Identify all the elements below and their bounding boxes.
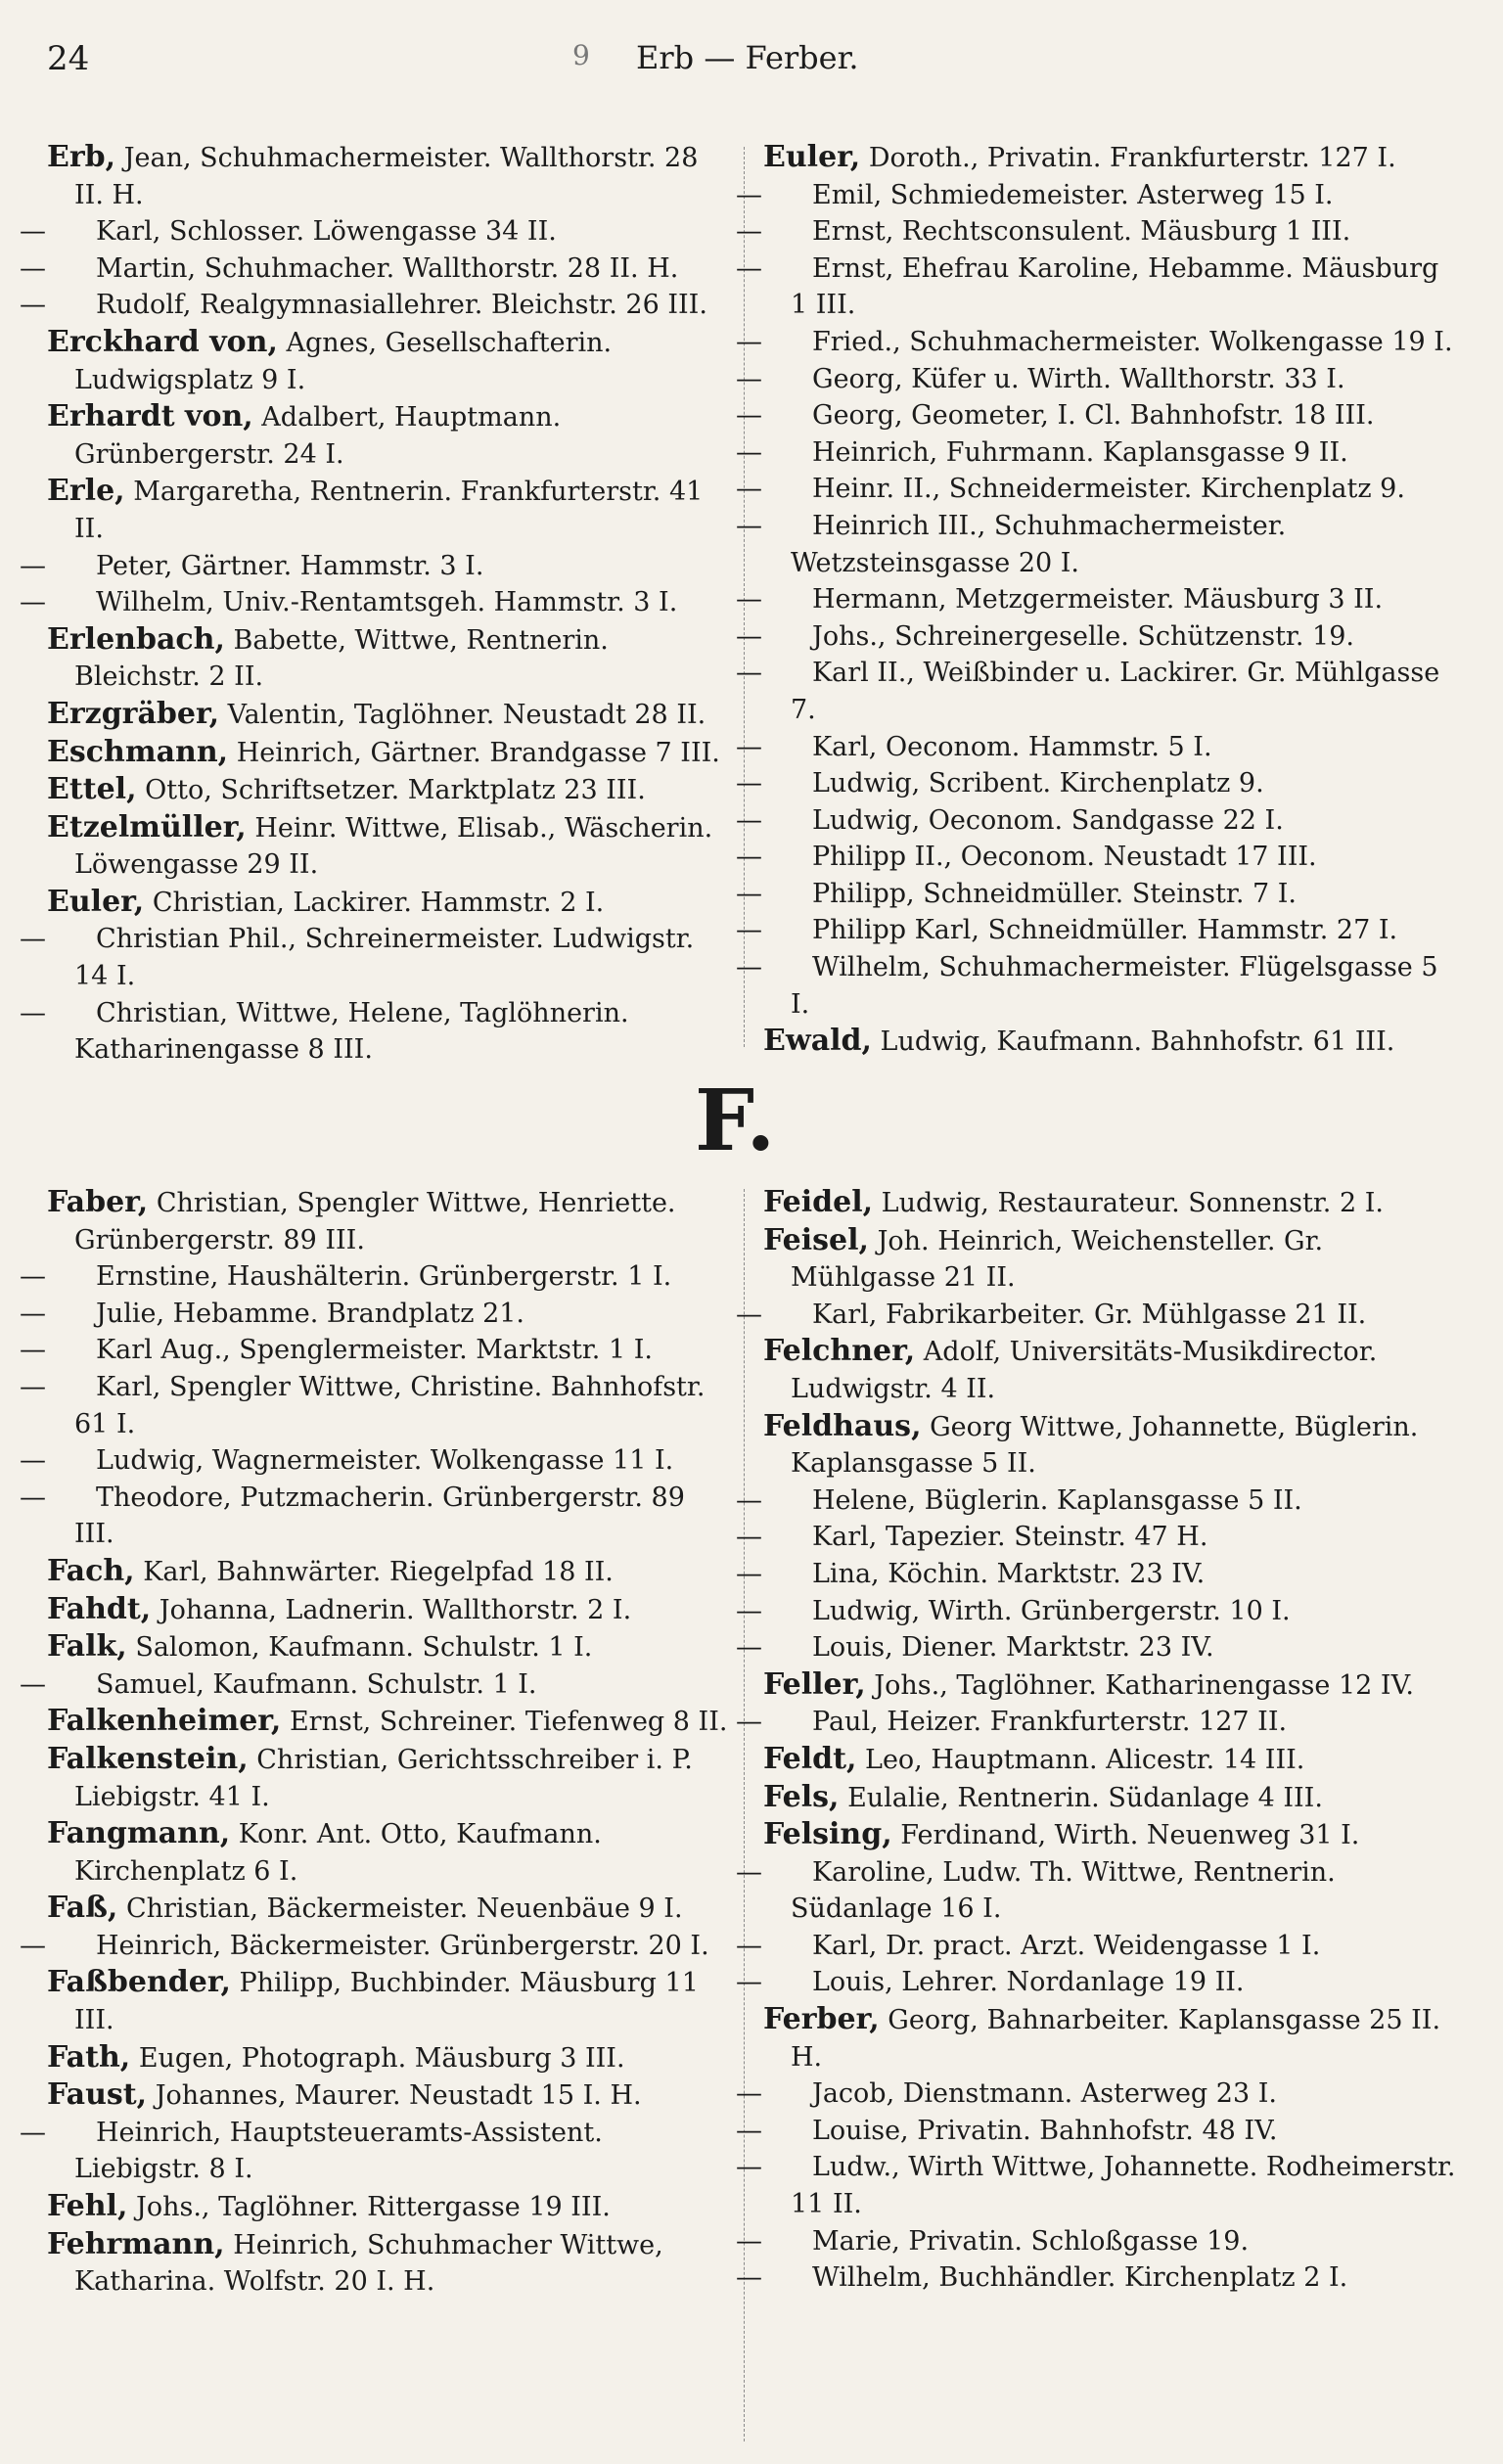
directory-entry [47, 2039, 732, 2077]
entry-surname: Erlenbach, [47, 621, 225, 657]
ditto-dash: — [736, 1484, 762, 1516]
entry-surname: Fehl, [47, 2189, 128, 2224]
entry-details: Joh. Heinrich, Weichensteller. Gr. Mühlgasse 21 II. [791, 1225, 1324, 1294]
ditto-dash: — [736, 1522, 762, 1553]
entry-details: Heinrich, Bäckermeister. Grünbergerstr. 20 I. [96, 1930, 709, 1961]
entry-details: Paul, Heizer. Frankfurterstr. 127 II. [812, 1707, 1288, 1738]
directory-entry [47, 1628, 732, 1666]
directory-entry [47, 1591, 732, 1629]
ditto-dash: — [736, 2262, 762, 2294]
directory-entry [736, 2223, 1458, 2260]
directory-entry [736, 655, 1458, 728]
directory-entry [20, 1666, 732, 1704]
entry-surname: Feldt, [763, 1741, 857, 1776]
ditto-dash: — [736, 252, 762, 284]
directory-entry [20, 1258, 732, 1296]
entry-surname: Fangmann, [47, 1816, 231, 1851]
ditto-dash: — [20, 587, 46, 618]
ditto-dash: — [736, 1632, 762, 1664]
entry-details: Wilhelm, Schuhmachermeister. Flügelsgasse 5 I. [791, 952, 1438, 1020]
ditto-dash: — [736, 1856, 762, 1888]
ditto-dash: — [20, 1298, 46, 1329]
entry-surname: Erb, [47, 140, 116, 174]
ditto-dash: — [736, 179, 762, 210]
directory-entry [20, 1928, 732, 1965]
ditto-dash: — [736, 436, 762, 468]
entry-details: Adolf, Universitäts-Musikdirector. Ludwigstr. 4 II. [791, 1337, 1378, 1404]
entry-surname: Falkenheimer, [47, 1704, 282, 1739]
directory-entry [47, 2226, 732, 2301]
directory-entry [47, 1703, 732, 1741]
entry-surname: Fath, [47, 2039, 131, 2075]
entry-details: Louis, Lehrer. Nordanlage 19 II. [812, 1967, 1245, 1998]
entry-details: Jacob, Dienstmann. Asterweg 23 I. [812, 2078, 1277, 2110]
entry-details: Babette, Wittwe, Rentnerin. Bleichstr. 2 II. [74, 624, 609, 693]
entry-details: Georg, Bahnarbeiter. Kaplansgasse 25 II. H. [791, 2005, 1441, 2073]
entry-details: Christian, Lackirer. Hammstr. 2 I. [152, 887, 605, 918]
entry-details: Ernstine, Haushälterin. Grünbergerstr. 1 I. [96, 1261, 672, 1293]
ditto-dash: — [20, 924, 46, 955]
directory-entry [20, 1369, 732, 1442]
ditto-dash: — [736, 584, 762, 616]
entry-details: Eulalie, Rentnerin. Südanlage 4 III. [847, 1782, 1323, 1813]
entry-surname: Falk, [47, 1629, 127, 1665]
directory-entry [20, 548, 732, 585]
entry-details: Marie, Privatin. Schloßgasse 19. [812, 2225, 1250, 2257]
directory-entry [736, 729, 1458, 766]
entry-details: Johs., Taglöhner. Katharinengasse 12 IV. [874, 1669, 1414, 1701]
directory-entry [736, 802, 1458, 840]
entry-details: Christian, Bäckermeister. Neuenbäue 9 I. [125, 1894, 683, 1925]
ditto-dash: — [736, 510, 762, 541]
entry-surname: Eschmann, [47, 734, 229, 769]
entry-details: Georg Wittwe, Johannette, Büglerin. Kaplansgasse 5 II. [791, 1411, 1419, 1480]
ditto-dash: — [736, 731, 762, 762]
directory-entry [20, 1442, 732, 1480]
directory-entry [763, 1741, 1458, 1779]
entry-details: Karl, Schlosser. Löwengasse 34 II. [96, 216, 557, 248]
entry-details: Samuel, Kaufmann. Schulstr. 1 I. [96, 1668, 537, 1700]
entry-surname: Fach, [47, 1553, 135, 1588]
entry-details: Ludwig, Oeconom. Sandgasse 22 I. [812, 804, 1284, 836]
entry-surname: Erzgräber, [47, 696, 220, 731]
directory-entry [736, 1629, 1458, 1666]
entry-details: Christian Phil., Schreinermeister. Ludwigstr. 14 I. [74, 924, 695, 992]
entry-details: Johs., Taglöhner. Rittergasse 19 III. [136, 2192, 611, 2223]
entry-surname: Euler, [47, 884, 145, 919]
ditto-dash: — [736, 1967, 762, 1998]
entry-details: Georg, Geometer, I. Cl. Bahnhofstr. 18 III. [812, 400, 1375, 432]
ditto-dash: — [736, 915, 762, 946]
entry-details: Konr. Ant. Otto, Kaufmann. Kirchenplatz 6 I. [74, 1819, 602, 1887]
directory-entry [736, 765, 1458, 802]
ditto-dash: — [736, 216, 762, 248]
directory-entry [736, 1704, 1458, 1741]
entry-details: Eugen, Photograph. Mäusburg 3 III. [138, 2042, 625, 2074]
ditto-dash: — [736, 658, 762, 689]
entry-surname: Faust, [47, 2077, 148, 2113]
directory-entry [736, 1593, 1458, 1630]
entry-details: Christian, Wittwe, Helene, Taglöhnerin. Katharinengasse 8 III. [74, 997, 629, 1066]
directory-entry [736, 2259, 1458, 2297]
entry-details: Adalbert, Hauptmann. Grünbergerstr. 24 I. [74, 402, 562, 470]
entry-surname: Fels, [763, 1779, 840, 1814]
entry-details: Emil, Schmiedemeister. Asterweg 15 I. [812, 179, 1334, 210]
entry-details: Ludwig, Wirth. Grünbergerstr. 10 I. [812, 1595, 1291, 1626]
entry-surname: Felchner, [763, 1334, 916, 1369]
directory-entry [47, 734, 732, 772]
directory-entry [47, 1741, 732, 1815]
entry-details: Hermann, Metzgermeister. Mäusburg 3 II. [812, 584, 1384, 616]
column-top-left [20, 139, 732, 1069]
ditto-dash: — [736, 2225, 762, 2257]
entry-details: Christian, Spengler Wittwe, Henriette. Grünbergerstr. 89 III. [74, 1188, 676, 1255]
entry-surname: Erhardt von, [47, 399, 253, 434]
directory-entry [20, 251, 732, 288]
directory-entry [763, 1222, 1458, 1297]
entry-surname: Faß, [47, 1891, 118, 1926]
directory-entry [736, 912, 1458, 949]
entry-surname: Feisel, [763, 1222, 869, 1257]
directory-entry [20, 2115, 732, 2188]
directory-entry [736, 1964, 1458, 2001]
column-top-right [736, 139, 1458, 1061]
directory-entry [47, 1964, 732, 2038]
ditto-dash: — [20, 997, 46, 1028]
entry-details: Philipp II., Oeconom. Neustadt 17 III. [812, 842, 1317, 873]
directory-entry [47, 324, 732, 398]
entry-details: Johannes, Maurer. Neustadt 15 I. H. [155, 2080, 642, 2112]
ditto-dash: — [736, 1707, 762, 1738]
directory-entry [763, 1023, 1458, 1061]
entry-surname: Faßbender, [47, 1965, 231, 2000]
ditto-dash: — [20, 1668, 46, 1700]
page-mark: 9 [572, 39, 590, 71]
entry-surname: Feidel, [763, 1185, 874, 1219]
entry-details: Leo, Hauptmann. Alicestr. 14 III. [865, 1744, 1305, 1775]
directory-entry [736, 397, 1458, 434]
section-letter: F. [695, 1072, 776, 1170]
running-title: Erb — Ferber. [636, 39, 859, 76]
directory-entry [736, 1297, 1458, 1334]
entry-details: Fried., Schuhmachermeister. Wolkengasse 19 I. [812, 326, 1453, 357]
directory-entry [20, 213, 732, 251]
entry-details: Heinrich, Hauptsteueramts-Assistent. Liebigstr. 8 I. [74, 2117, 603, 2185]
directory-entry [20, 584, 732, 621]
directory-entry [20, 921, 732, 994]
entry-details: Philipp, Schneidmüller. Steinstr. 7 I. [812, 878, 1298, 909]
directory-entry [736, 949, 1458, 1023]
entry-surname: Feller, [763, 1666, 866, 1702]
directory-entry [736, 361, 1458, 398]
entry-details: Ernst, Ehefrau Karoline, Hebamme. Mäusburg 1 III. [791, 252, 1439, 321]
entry-surname: Etzelmüller, [47, 809, 247, 844]
directory-entry [47, 884, 732, 922]
directory-entry [47, 1815, 732, 1890]
directory-entry [47, 621, 732, 696]
entry-surname: Falkenstein, [47, 1741, 249, 1776]
page-header [0, 39, 1503, 98]
entry-details: Salomon, Kaufmann. Schulstr. 1 I. [135, 1632, 593, 1664]
directory-entry [736, 2113, 1458, 2150]
ditto-dash: — [736, 804, 762, 836]
entry-details: Julie, Hebamme. Brandplatz 21. [96, 1298, 525, 1329]
directory-entry [763, 1779, 1458, 1817]
ditto-dash: — [736, 2115, 762, 2146]
entry-details: Ludwig, Scribent. Kirchenplatz 9. [812, 768, 1264, 799]
page-number: 24 [47, 39, 90, 78]
directory-entry [47, 139, 732, 213]
directory-entry [763, 1408, 1458, 1483]
entry-details: Rudolf, Realgymnasiallehrer. Bleichstr. 26 III. [96, 290, 707, 321]
entry-details: Ernst, Schreiner. Tiefenweg 8 II. [289, 1707, 728, 1738]
directory-entry [47, 771, 732, 809]
directory-entry [47, 1184, 732, 1258]
ditto-dash: — [736, 1299, 762, 1330]
entry-details: Philipp Karl, Schneidmüller. Hammstr. 27 I. [812, 915, 1398, 946]
entry-details: Wilhelm, Univ.-Rentamtsgeh. Hammstr. 3 I. [96, 587, 678, 618]
directory-entry [736, 1483, 1458, 1520]
entry-details: Karl, Oeconom. Hammstr. 5 I. [812, 731, 1212, 762]
entry-details: Jean, Schuhmachermeister. Wallthorstr. 28 II. H. [74, 143, 699, 210]
directory-entry [47, 1553, 732, 1591]
directory-entry [736, 1928, 1458, 1965]
entry-details: Philipp, Buchbinder. Mäusburg 11 III. [74, 1968, 699, 2036]
ditto-dash: — [736, 2078, 762, 2110]
entry-surname: Ferber, [763, 2002, 880, 2037]
directory-entry [763, 139, 1458, 177]
directory-entry [763, 1184, 1458, 1222]
ditto-dash: — [736, 326, 762, 357]
directory-entry [736, 213, 1458, 251]
entry-details: Karl II., Weißbinder u. Lackirer. Gr. Mühlgasse 7. [791, 658, 1440, 725]
ditto-dash: — [736, 400, 762, 432]
ditto-dash: — [20, 1335, 46, 1366]
ditto-dash: — [736, 1595, 762, 1626]
ditto-dash: — [20, 1261, 46, 1293]
entry-details: Ludwig, Restaurateur. Sonnenstr. 2 I. [881, 1188, 1384, 1218]
entry-details: Christian, Gerichtsschreiber i. P. Liebigstr. 41 I. [74, 1744, 693, 1812]
ditto-dash: — [20, 2117, 46, 2148]
entry-details: Karl, Tapezier. Steinstr. 47 H. [812, 1522, 1208, 1553]
directory-entry [736, 177, 1458, 214]
directory-entry [47, 473, 732, 547]
ditto-dash: — [20, 252, 46, 284]
entry-details: Heinrich, Schuhmacher Wittwe, Katharina. Wolfstr. 20 I. H. [74, 2229, 663, 2298]
ditto-dash: — [20, 216, 46, 248]
ditto-dash: — [736, 1558, 762, 1589]
directory-entry [736, 839, 1458, 876]
directory-entry [47, 809, 732, 884]
directory-entry [47, 696, 732, 734]
ditto-dash: — [20, 550, 46, 581]
entry-details: Karoline, Ludw. Th. Wittwe, Rentnerin. Südanlage 16 I. [791, 1856, 1336, 1925]
entry-details: Doroth., Privatin. Frankfurterstr. 127 I. [868, 143, 1396, 173]
ditto-dash: — [736, 1930, 762, 1961]
directory-entry [20, 1480, 732, 1553]
ditto-dash: — [736, 878, 762, 909]
directory-entry [736, 2076, 1458, 2113]
entry-details: Heinrich, Fuhrmann. Kaplansgasse 9 II. [812, 436, 1348, 468]
entry-details: Valentin, Taglöhner. Neustadt 28 II. [227, 699, 706, 730]
entry-details: Margaretha, Rentnerin. Frankfurterstr. 41 II. [74, 477, 704, 544]
ditto-dash: — [736, 474, 762, 505]
directory-entry [47, 2076, 732, 2115]
entry-surname: Ettel, [47, 772, 137, 807]
entry-surname: Ewald, [763, 1024, 872, 1059]
entry-details: Helene, Büglerin. Kaplansgasse 5 II. [812, 1484, 1302, 1516]
entry-details: Ludw., Wirth Wittwe, Johannette. Rodheimerstr. 11 II. [791, 2152, 1456, 2220]
directory-entry [736, 471, 1458, 508]
directory-entry [736, 1519, 1458, 1556]
directory-entry [47, 398, 732, 473]
directory-entry [736, 876, 1458, 913]
entry-surname: Feldhaus, [763, 1408, 922, 1443]
directory-entry [763, 1666, 1458, 1705]
ditto-dash: — [20, 1482, 46, 1513]
ditto-dash: — [736, 620, 762, 652]
directory-entry [736, 508, 1458, 581]
directory-entry [736, 581, 1458, 618]
ditto-dash: — [736, 952, 762, 983]
directory-entry [736, 618, 1458, 656]
entry-surname: Euler, [763, 140, 861, 174]
ditto-dash: — [736, 363, 762, 394]
entry-details: Wilhelm, Buchhändler. Kirchenplatz 2 I. [812, 2262, 1348, 2294]
directory-entry [736, 2149, 1458, 2222]
entry-details: Georg, Küfer u. Wirth. Wallthorstr. 33 I. [812, 363, 1345, 394]
entry-details: Karl Aug., Spenglermeister. Marktstr. 1 I. [96, 1335, 653, 1366]
directory-entry [47, 1890, 732, 1928]
entry-surname: Erle, [47, 474, 125, 509]
entry-details: Louise, Privatin. Bahnhofstr. 48 IV. [812, 2115, 1278, 2146]
entry-details: Peter, Gärtner. Hammstr. 3 I. [96, 550, 484, 581]
entry-details: Johanna, Ladnerin. Wallthorstr. 2 I. [159, 1594, 632, 1625]
ditto-dash: — [20, 1445, 46, 1477]
entry-details: Agnes, Gesellschafterin. Ludwigsplatz 9 I. [74, 327, 613, 395]
directory-entry [47, 2188, 732, 2226]
entry-details: Heinr. II., Schneidermeister. Kirchenplatz 9. [812, 474, 1405, 505]
directory-entry [736, 1854, 1458, 1928]
entry-surname: Fehrmann, [47, 2226, 225, 2261]
entry-details: Martin, Schuhmacher. Wallthorstr. 28 II. H. [96, 252, 679, 284]
directory-entry [20, 1296, 732, 1333]
entry-details: Johs., Schreinergeselle. Schützenstr. 19. [812, 620, 1354, 652]
column-bottom-right [736, 1184, 1458, 2297]
entry-surname: Faber, [47, 1185, 149, 1219]
entry-surname: Felsing, [763, 1817, 892, 1852]
ditto-dash: — [736, 2152, 762, 2183]
directory-entry [763, 1816, 1458, 1854]
entry-details: Heinrich, Gärtner. Brandgasse 7 III. [236, 737, 720, 768]
directory-entry [736, 434, 1458, 472]
directory-entry [736, 324, 1458, 361]
entry-details: Ernst, Rechtsconsulent. Mäusburg 1 III. [812, 216, 1351, 248]
entry-details: Heinr. Wittwe, Elisab., Wäscherin. Löwengasse 29 II. [74, 812, 713, 881]
entry-details: Karl, Fabrikarbeiter. Gr. Mühlgasse 21 II. [812, 1299, 1367, 1330]
ditto-dash: — [736, 768, 762, 799]
ditto-dash: — [736, 842, 762, 873]
entry-surname: Erckhard von, [47, 324, 278, 359]
entry-details: Ferdinand, Wirth. Neuenweg 31 I. [900, 1820, 1360, 1851]
entry-details: Ludwig, Kaufmann. Bahnhofstr. 61 III. [880, 1027, 1395, 1058]
directory-entry [763, 2001, 1458, 2076]
directory-entry [736, 251, 1458, 324]
directory-entry [20, 995, 732, 1069]
ditto-dash: — [20, 1371, 46, 1402]
ditto-dash: — [20, 290, 46, 321]
entry-details: Karl, Dr. pract. Arzt. Weidengasse 1 I. [812, 1930, 1321, 1961]
directory-entry [763, 1333, 1458, 1407]
column-bottom-left [20, 1184, 732, 2301]
entry-details: Ludwig, Wagnermeister. Wolkengasse 11 I. [96, 1445, 674, 1477]
entry-details: Karl, Spengler Wittwe, Christine. Bahnhofstr. 61 I. [74, 1371, 706, 1439]
ditto-dash: — [20, 1930, 46, 1961]
entry-details: Heinrich III., Schuhmachermeister. Wetzsteinsgasse 20 I. [791, 510, 1287, 578]
directory-entry [20, 287, 732, 324]
entry-surname: Fahdt, [47, 1591, 152, 1626]
entry-details: Lina, Köchin. Marktstr. 23 IV. [812, 1558, 1206, 1589]
directory-entry [20, 1332, 732, 1369]
entry-details: Karl, Bahnwärter. Riegelpfad 18 II. [143, 1556, 614, 1587]
entry-details: Theodore, Putzmacherin. Grünbergerstr. 89 III. [74, 1482, 685, 1550]
entry-details: Louis, Diener. Marktstr. 23 IV. [812, 1632, 1214, 1664]
entry-details: Otto, Schriftsetzer. Marktplatz 23 III. [145, 775, 646, 806]
directory-entry [736, 1556, 1458, 1593]
